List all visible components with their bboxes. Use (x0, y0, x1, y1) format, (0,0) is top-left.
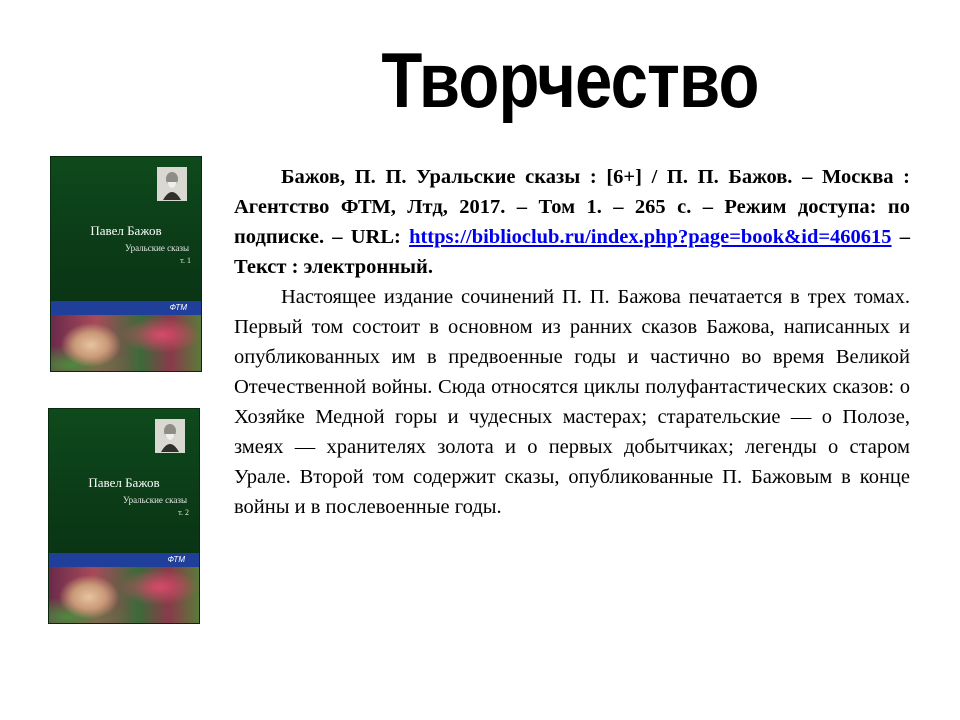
cover-illustration (49, 567, 199, 623)
citation-text: Бажов, П. П. Уральские сказы : [6+] / П. П. Бажов. – Москва : Агентство ФТМ, Лтд, 2017. – Том 1. – 265 с. – Режим доступа: по подписке. – URL: (234, 166, 910, 248)
cover-illustration (51, 315, 201, 371)
book-subtitle: Уральские сказы (124, 243, 189, 253)
citation-suffix: – Текст : электронный. (234, 226, 910, 278)
book-volume: т. 1 (180, 256, 191, 265)
book-author: Павел Бажов (90, 223, 162, 238)
book-subtitle: Уральские сказы (122, 495, 187, 505)
slide-title: Творчество (381, 36, 759, 124)
book-volume: т. 2 (178, 508, 189, 517)
citation-link[interactable]: https://biblioclub.ru/index.php?page=book&id=460615 (409, 226, 892, 248)
book-description: Настоящее издание сочинений П. П. Бажова печатается в трех томах. Первый том состоит в основном из ранних сказов Бажова, написанных и опубликованных им в предвоенные годы и частично во время Великой Отечественной войны. Сюда относятся циклы полуфантастических сказов: о Хозяйке Медной горы и чудесных мастерах; старательские — о Полозе, змеях — хранителях золота и о первых добытчиках; легенды о старом Урале. Второй том содержит сказы, опубликованные П. Бажовым в конце войны и в послевоенные годы. (234, 286, 910, 518)
bibliographic-citation (234, 162, 910, 282)
book-cover-volume-1 (51, 157, 201, 371)
book-cover-volume-2 (49, 409, 199, 623)
body-text (234, 162, 910, 522)
book-author: Павел Бажов (88, 475, 160, 490)
book-publisher: ФТМ (167, 555, 185, 564)
author-portrait-icon (155, 419, 185, 453)
author-portrait-icon (157, 167, 187, 201)
book-publisher: ФТМ (169, 303, 187, 312)
